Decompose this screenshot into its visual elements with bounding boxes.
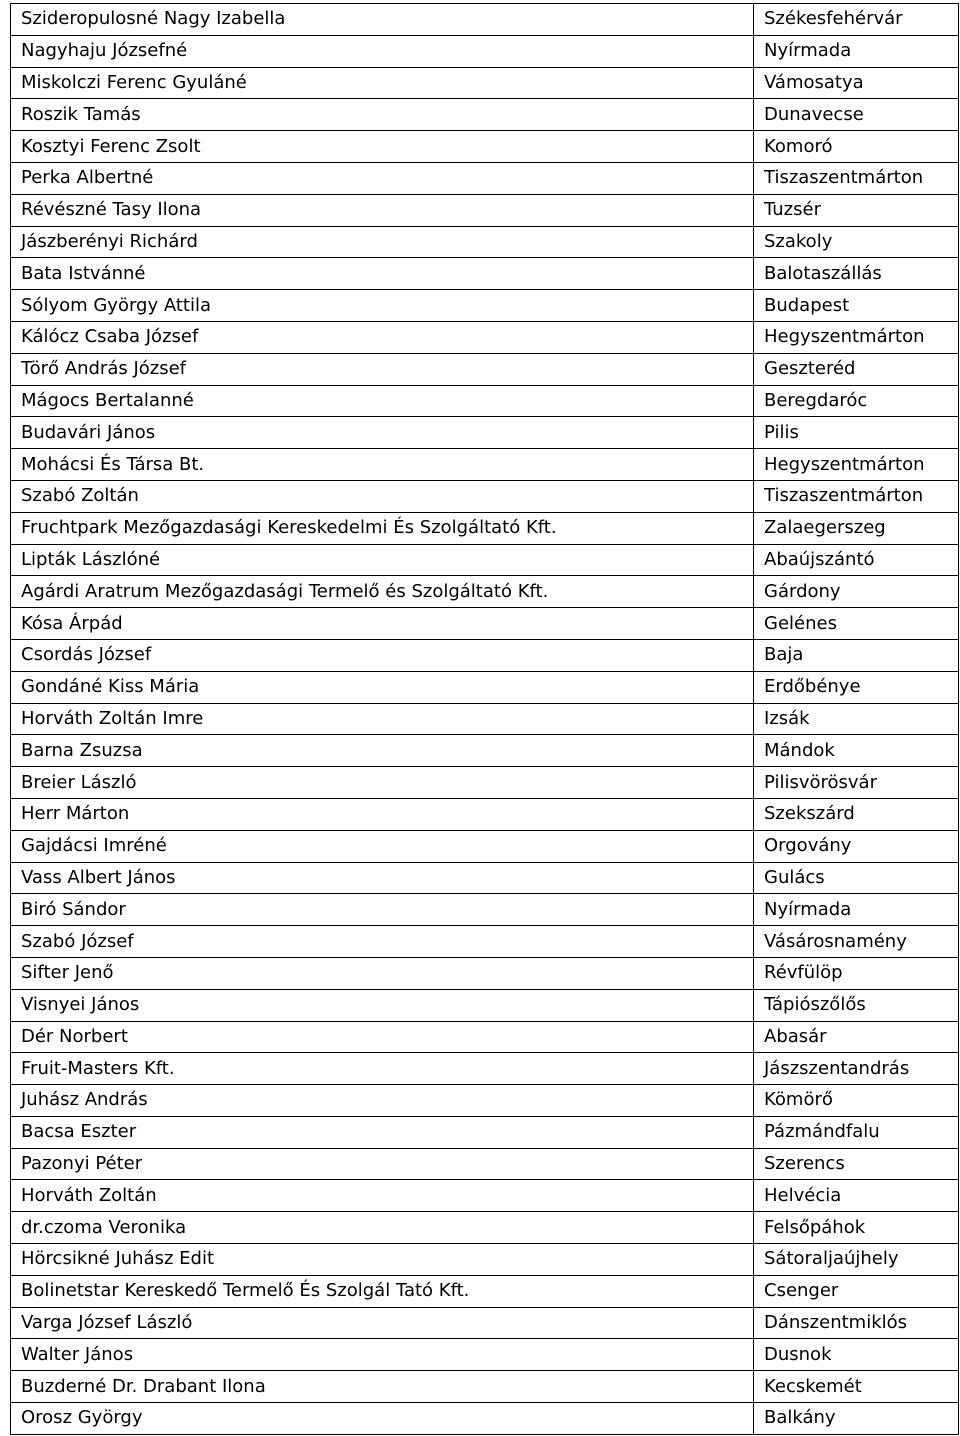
name-cell: Fruit-Masters Kft. [11, 1053, 754, 1085]
table-row [11, 544, 959, 576]
town-cell: Baja [754, 639, 959, 671]
table-row [11, 321, 959, 353]
town-cell: Gulács [754, 862, 959, 894]
town-cell: Komoró [754, 131, 959, 163]
table-row [11, 417, 959, 449]
town-cell: Budapest [754, 290, 959, 322]
table-row [11, 67, 959, 99]
town-cell: Dusnok [754, 1339, 959, 1371]
table-row [11, 1307, 959, 1339]
table-row [11, 639, 959, 671]
town-cell: Hegyszentmárton [754, 449, 959, 481]
name-cell: Sólyom György Attila [11, 290, 754, 322]
name-cell: Budavári János [11, 417, 754, 449]
name-cell: Révészné Tasy Ilona [11, 194, 754, 226]
town-cell: Abaújszántó [754, 544, 959, 576]
town-cell: Sátoraljaújhely [754, 1244, 959, 1276]
town-cell: Tiszaszentmárton [754, 480, 959, 512]
table-body [11, 4, 959, 1435]
name-cell: Nagyhaju Józsefné [11, 35, 754, 67]
name-cell: Buzderné Dr. Drabant Ilona [11, 1371, 754, 1403]
name-cell: Sifter Jenő [11, 957, 754, 989]
name-cell: dr.czoma Veronika [11, 1212, 754, 1244]
town-cell: Csenger [754, 1275, 959, 1307]
table-row [11, 1053, 959, 1085]
table-row [11, 1180, 959, 1212]
name-cell: Kosztyi Ferenc Zsolt [11, 131, 754, 163]
table-row [11, 449, 959, 481]
table-row [11, 735, 959, 767]
name-cell: Kálócz Csaba József [11, 321, 754, 353]
table-row [11, 162, 959, 194]
name-cell: Herr Márton [11, 798, 754, 830]
town-cell: Gárdony [754, 576, 959, 608]
name-cell: Barna Zsuzsa [11, 735, 754, 767]
table-row [11, 1371, 959, 1403]
town-cell: Gelénes [754, 608, 959, 640]
town-cell: Jászszentandrás [754, 1053, 959, 1085]
town-cell: Vámosatya [754, 67, 959, 99]
town-cell: Székesfehérvár [754, 4, 959, 36]
table-row [11, 767, 959, 799]
name-cell: Horváth Zoltán [11, 1180, 754, 1212]
name-cell: Varga József László [11, 1307, 754, 1339]
town-cell: Nyírmada [754, 35, 959, 67]
name-cell: Biró Sándor [11, 894, 754, 926]
town-cell: Szekszárd [754, 798, 959, 830]
name-cell: Lipták Lászlóné [11, 544, 754, 576]
town-cell: Erdőbénye [754, 671, 959, 703]
town-cell: Helvécia [754, 1180, 959, 1212]
table-row [11, 353, 959, 385]
table-row [11, 385, 959, 417]
town-cell: Pilisvörösvár [754, 767, 959, 799]
table-row [11, 258, 959, 290]
table-row [11, 1085, 959, 1117]
table-row [11, 1116, 959, 1148]
town-cell: Tuzsér [754, 194, 959, 226]
name-cell: Hörcsikné Juhász Edit [11, 1244, 754, 1276]
table-row [11, 35, 959, 67]
table-row [11, 989, 959, 1021]
name-cell: Csordás József [11, 639, 754, 671]
town-cell: Kömörő [754, 1085, 959, 1117]
name-cell: Perka Albertné [11, 162, 754, 194]
table-row [11, 226, 959, 258]
town-cell: Révfülöp [754, 957, 959, 989]
table-row [11, 1403, 959, 1435]
town-cell: Beregdaróc [754, 385, 959, 417]
table-row [11, 1339, 959, 1371]
table-row [11, 1212, 959, 1244]
town-cell: Balotaszállás [754, 258, 959, 290]
name-cell: Bolinetstar Kereskedő Termelő És Szolgál Tató Kft. [11, 1275, 754, 1307]
document-page [10, 3, 958, 1435]
town-cell: Zalaegerszeg [754, 512, 959, 544]
table-row [11, 1244, 959, 1276]
town-cell: Balkány [754, 1403, 959, 1435]
name-cell: Bacsa Eszter [11, 1116, 754, 1148]
name-cell: Horváth Zoltán Imre [11, 703, 754, 735]
name-cell: Törő András József [11, 353, 754, 385]
town-cell: Dánszentmiklós [754, 1307, 959, 1339]
table-row [11, 512, 959, 544]
name-town-table [10, 3, 959, 1435]
table-row [11, 926, 959, 958]
town-cell: Orgovány [754, 830, 959, 862]
town-cell: Geszteréd [754, 353, 959, 385]
name-cell: Visnyei János [11, 989, 754, 1021]
table-row [11, 290, 959, 322]
table-row [11, 957, 959, 989]
name-cell: Mágocs Bertalanné [11, 385, 754, 417]
table-row [11, 480, 959, 512]
name-cell: Orosz György [11, 1403, 754, 1435]
name-cell: Juhász András [11, 1085, 754, 1117]
name-cell: Szideropulosné Nagy Izabella [11, 4, 754, 36]
town-cell: Szerencs [754, 1148, 959, 1180]
name-cell: Bata Istvánné [11, 258, 754, 290]
name-cell: Mohácsi És Társa Bt. [11, 449, 754, 481]
town-cell: Tápiószőlős [754, 989, 959, 1021]
table-row [11, 1021, 959, 1053]
town-cell: Hegyszentmárton [754, 321, 959, 353]
name-cell: Walter János [11, 1339, 754, 1371]
name-cell: Kósa Árpád [11, 608, 754, 640]
name-cell: Gondáné Kiss Mária [11, 671, 754, 703]
name-cell: Gajdácsi Imréné [11, 830, 754, 862]
town-cell: Pilis [754, 417, 959, 449]
name-cell: Agárdi Aratrum Mezőgazdasági Termelő és Szolgáltató Kft. [11, 576, 754, 608]
table-row [11, 608, 959, 640]
name-cell: Miskolczi Ferenc Gyuláné [11, 67, 754, 99]
town-cell: Felsőpáhok [754, 1212, 959, 1244]
table-row [11, 194, 959, 226]
town-cell: Abasár [754, 1021, 959, 1053]
name-cell: Fruchtpark Mezőgazdasági Kereskedelmi És Szolgáltató Kft. [11, 512, 754, 544]
table-row [11, 862, 959, 894]
name-cell: Szabó József [11, 926, 754, 958]
town-cell: Szakoly [754, 226, 959, 258]
table-row [11, 1275, 959, 1307]
town-cell: Dunavecse [754, 99, 959, 131]
table-row [11, 576, 959, 608]
table-row [11, 798, 959, 830]
town-cell: Nyírmada [754, 894, 959, 926]
table-row [11, 131, 959, 163]
name-cell: Pazonyi Péter [11, 1148, 754, 1180]
name-cell: Roszik Tamás [11, 99, 754, 131]
table-row [11, 99, 959, 131]
name-cell: Szabó Zoltán [11, 480, 754, 512]
table-row [11, 830, 959, 862]
town-cell: Pázmándfalu [754, 1116, 959, 1148]
table-row [11, 4, 959, 36]
town-cell: Vásárosnamény [754, 926, 959, 958]
table-row [11, 703, 959, 735]
town-cell: Izsák [754, 703, 959, 735]
name-cell: Dér Norbert [11, 1021, 754, 1053]
table-row [11, 894, 959, 926]
town-cell: Mándok [754, 735, 959, 767]
name-cell: Jászberényi Richárd [11, 226, 754, 258]
table-row [11, 671, 959, 703]
name-cell: Vass Albert János [11, 862, 754, 894]
town-cell: Kecskemét [754, 1371, 959, 1403]
name-cell: Breier László [11, 767, 754, 799]
table-row [11, 1148, 959, 1180]
town-cell: Tiszaszentmárton [754, 162, 959, 194]
